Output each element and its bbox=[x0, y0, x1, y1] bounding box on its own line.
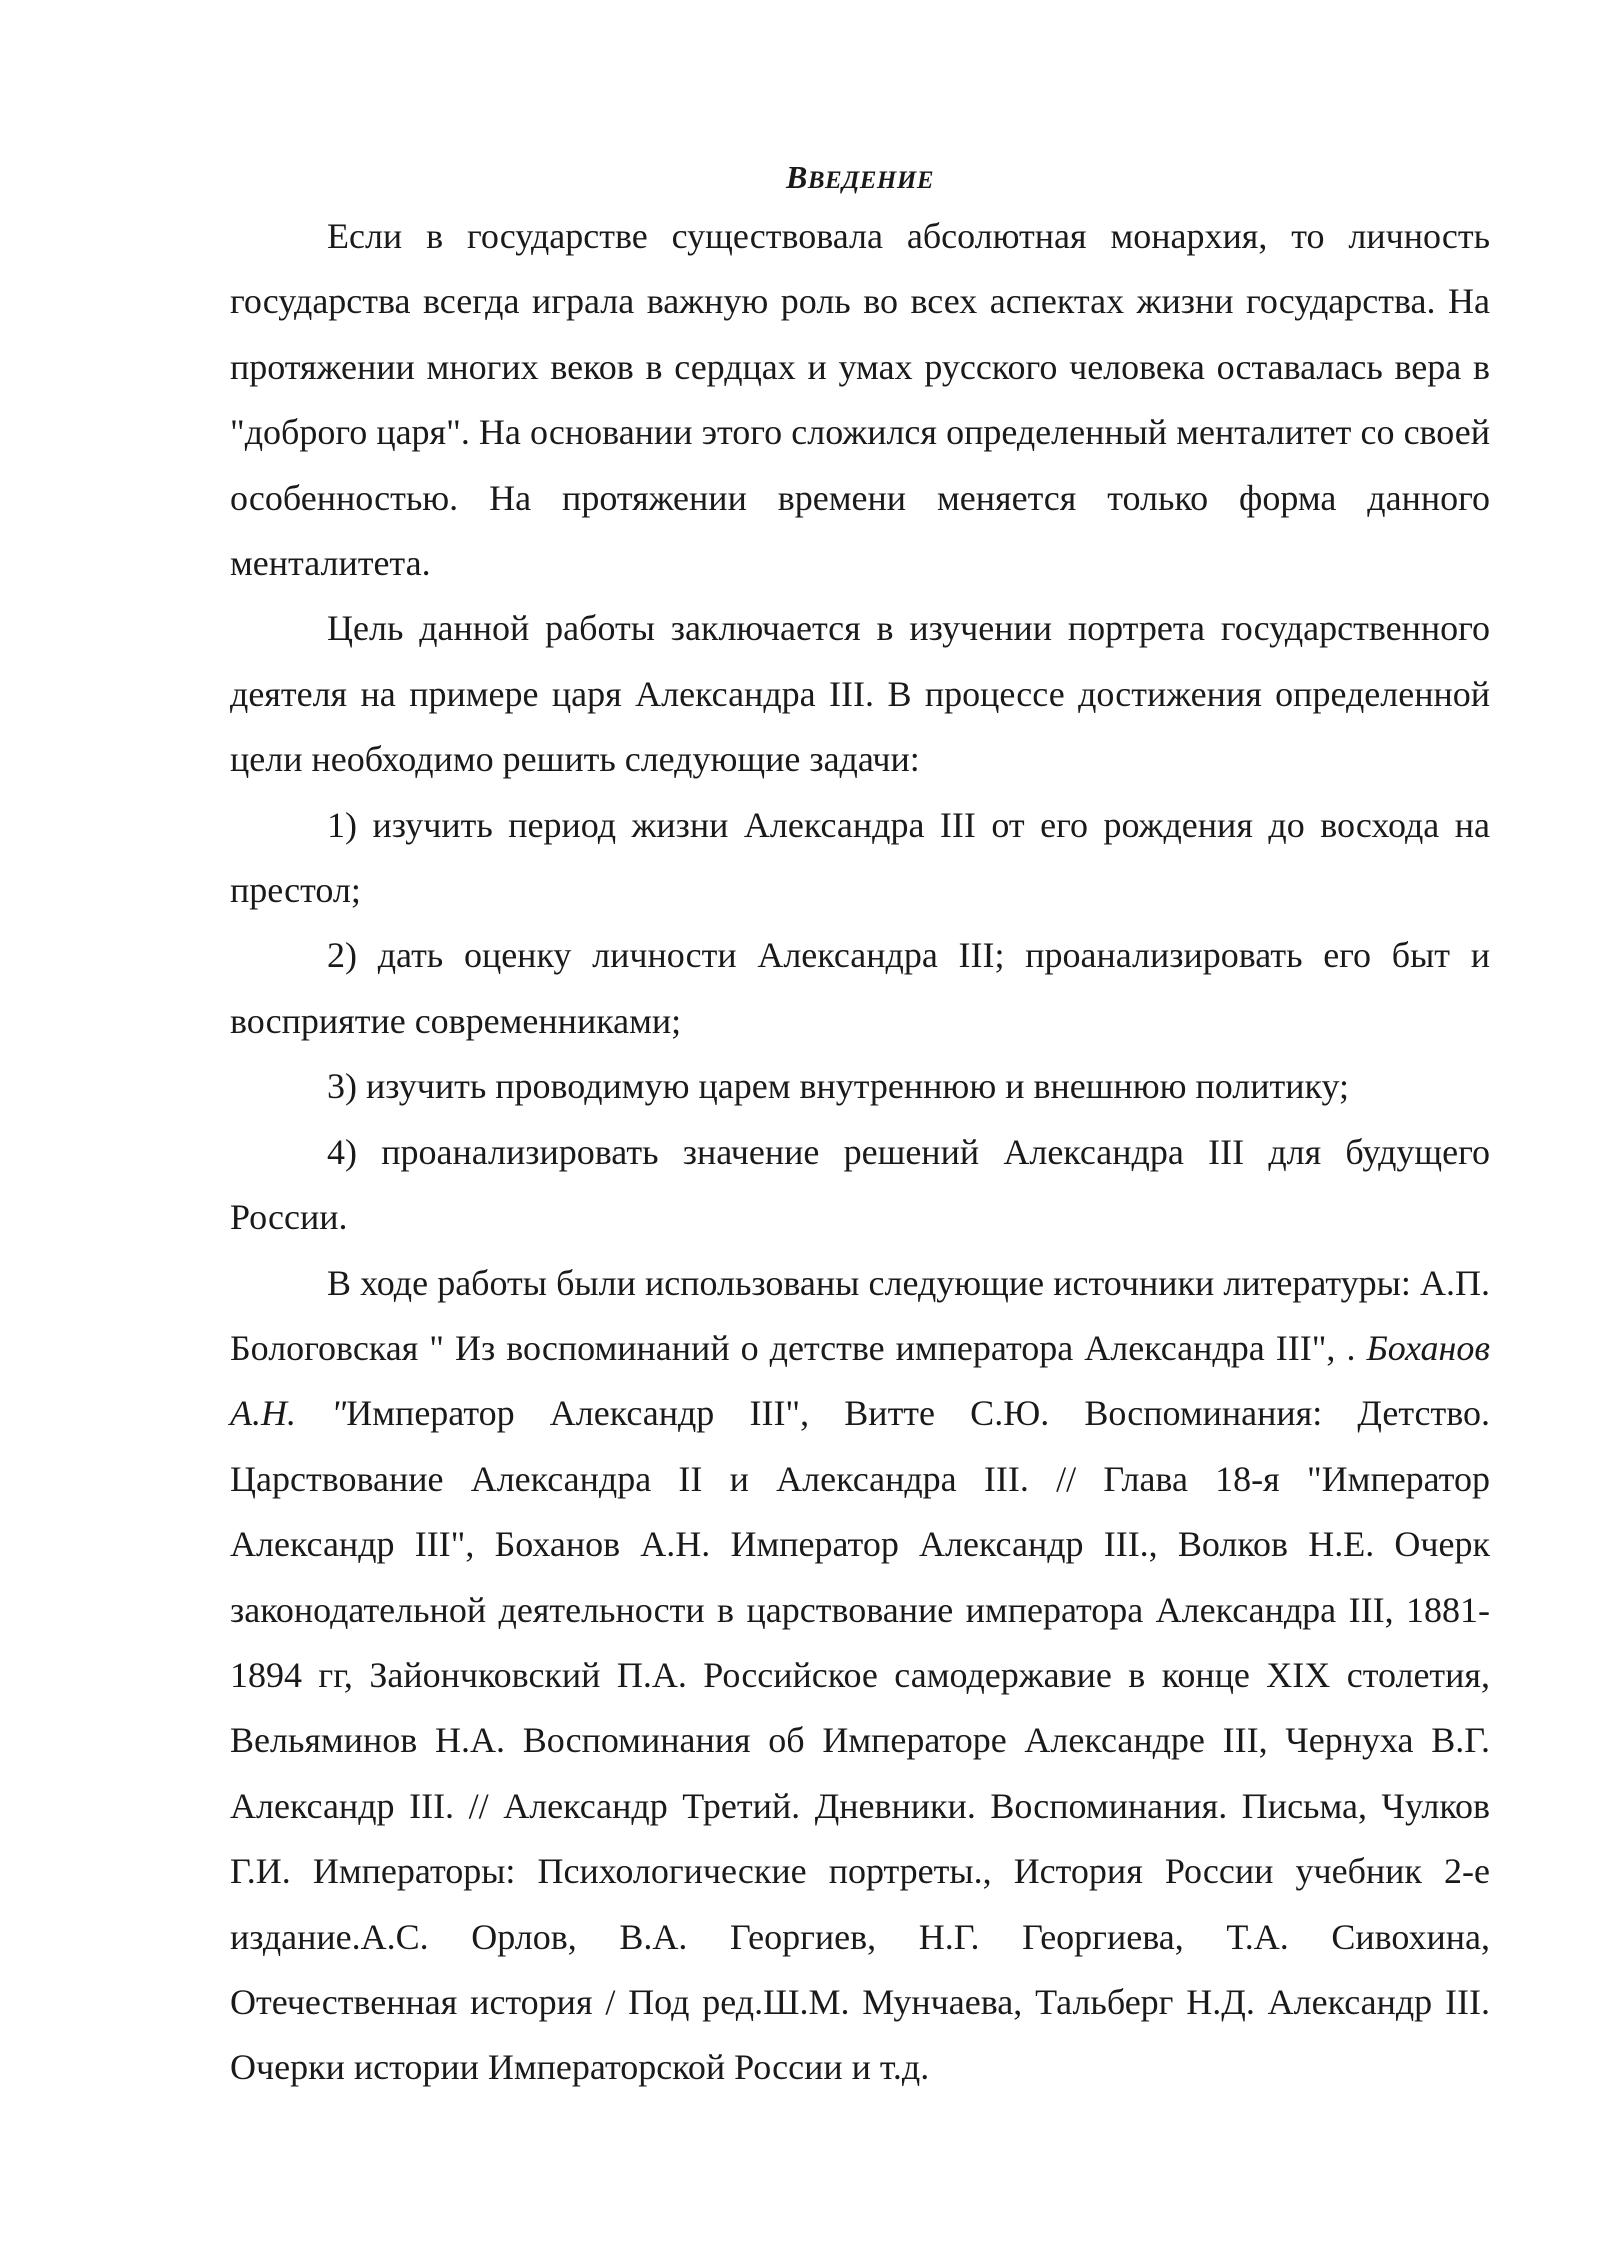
heading-initial: В bbox=[785, 159, 808, 195]
document-body bbox=[230, 150, 1490, 2101]
sources-text-start: В ходе работы были использованы следующие источники литературы: А.П. Бологовская " Из воспоминаний о детстве императора Александра III", . bbox=[230, 1262, 1490, 1368]
introduction-heading bbox=[230, 150, 1490, 204]
task-item-3: 3) изучить проводимую царем внутреннюю и внешнюю политику; bbox=[327, 1066, 1350, 1107]
sources-paragraph bbox=[230, 1251, 1490, 2101]
task-item-2: 2) дать оценку личности Александра III; проанализировать его быт и восприятие современниками; bbox=[230, 935, 1490, 1041]
heading-rest: ВЕДЕНИЕ bbox=[807, 167, 934, 194]
intro-paragraph: Если в государстве существовала абсолютная монархия, то личность государства всегда играла важную роль во всех аспектах жизни государства. На протяжении многих веков в сердцах и умах русского человека оставалась вера в "доброго царя". На основании этого сложился определенный менталитет со своей особенностью. На протяжении времени меняется только форма данного менталитета. bbox=[230, 216, 1490, 584]
sources-text-end: Император Александр III", Витте С.Ю. Воспоминания: Детство. Царствование Александра II и Александра III. // Глава 18-я "Император Александр III", Боханов А.Н. Император Александр III., Волков Н.Е. Очерк законодательной деятельности в царствование императора Александра III, 1881-1894 гг, Зайончковский П.А. Российское самодержавие в конце XIX столетия, Вельяминов Н.А. Воспоминания об Императоре Александре III, Чернуха В.Г. Александр III. // Александр Третий. Дневники. Воспоминания. Письма, Чулков Г.И. Императоры: Психологические портреты., История России учебник 2-е издание.А.С. Орлов, В.А. Георгиев, Н.Г. Георгиева, Т.А. Сивохина, Отечественная история / Под ред.Ш.М. Мунчаева, Тальберг Н.Д. Александр III. Очерки истории Императорской России и т.д. bbox=[230, 1393, 1490, 2088]
sources-text-italic: Боханов А.Н. " bbox=[230, 1327, 1490, 1434]
task-item-1: 1) изучить период жизни Александра III от его рождения до восхода на престол; bbox=[230, 804, 1490, 911]
task-item-4: 4) проанализировать значение решений Александра III для будущего России. bbox=[230, 1131, 1490, 1238]
goal-paragraph: Цель данной работы заключается в изучении портрета государственного деятеля на примере царя Александра III. В процессе достижения определенной цели необходимо решить следующие задачи: bbox=[230, 608, 1490, 780]
